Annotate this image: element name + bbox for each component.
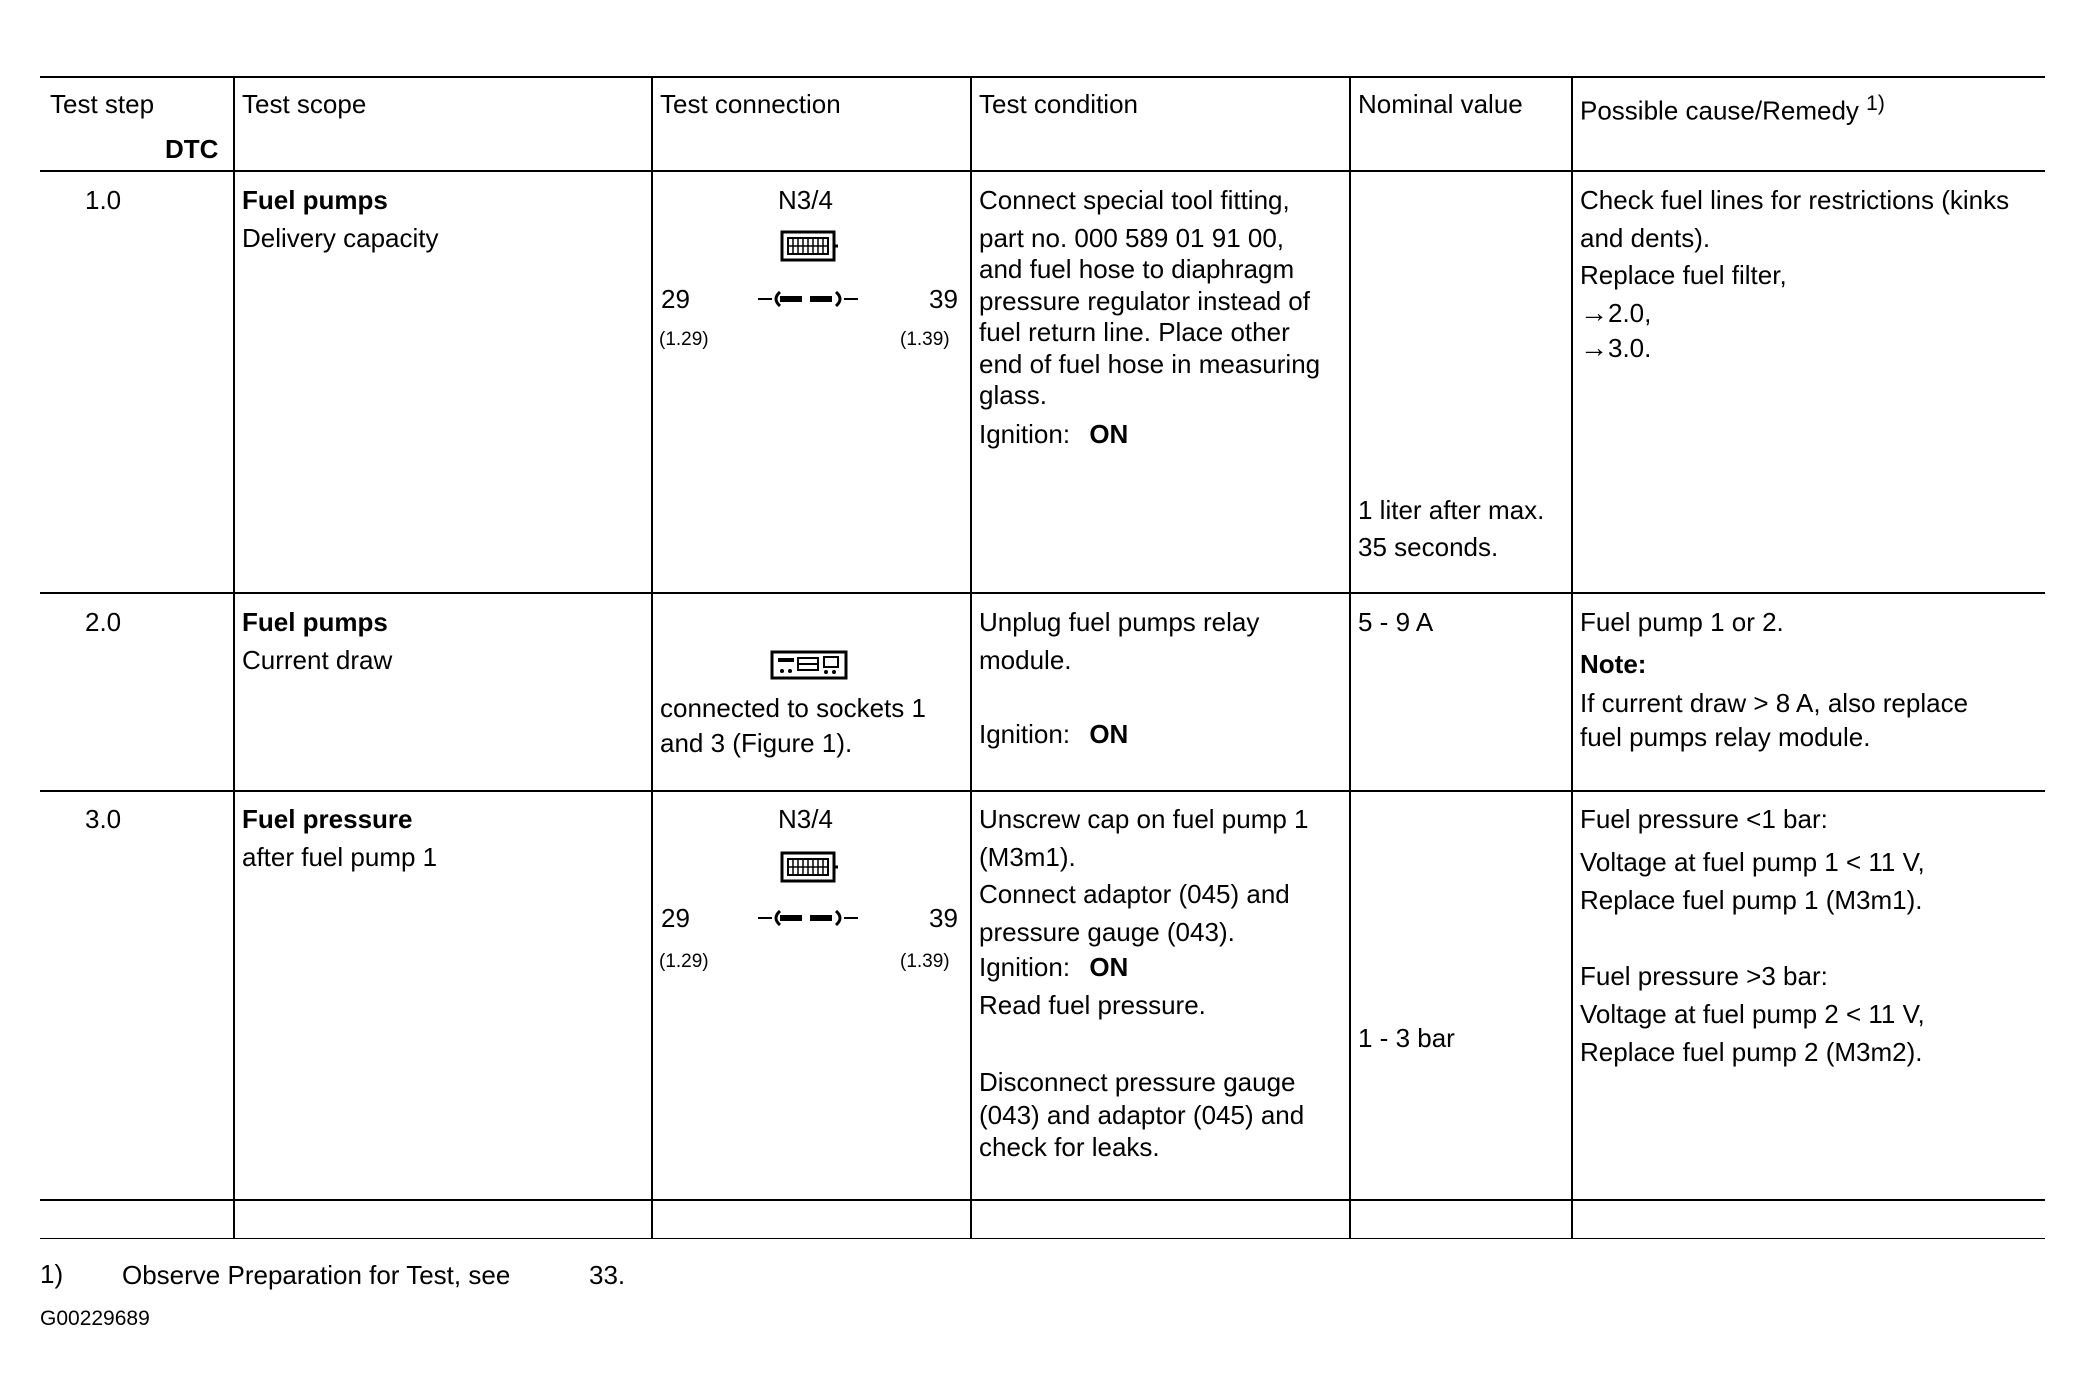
row3-ignition-value: ON: [1089, 952, 1129, 982]
header-bottom-border: [40, 170, 2045, 172]
row3-condition-line1: Unscrew cap on fuel pump 1: [979, 804, 1309, 834]
row2-condition-line2: module.: [979, 645, 1072, 675]
row1-pin-right: 39: [929, 284, 958, 314]
col-divider-3: [970, 76, 972, 1239]
row3-condition-read: Read fuel pressure.: [979, 990, 1206, 1020]
header-test-connection: Test connection: [660, 89, 841, 119]
header-footnote-ref: 1): [1866, 92, 1885, 115]
row2-remedy-note-line1: If current draw > 8 A, also replace: [1580, 688, 1969, 718]
row3-step: 3.0: [85, 804, 122, 834]
footnote-text: Observe Preparation for Test, see: [122, 1260, 511, 1290]
row3-nominal: 1 - 3 bar: [1358, 1023, 1455, 1053]
header-possible-cause-text: Possible cause/Remedy: [1580, 95, 1859, 126]
row3-condition-line7: check for leaks.: [979, 1132, 1160, 1162]
row1-connection-label: N3/4: [778, 185, 833, 215]
right-arrow-icon: →: [1580, 332, 1608, 363]
row1-remedy-line2: and dents).: [1580, 223, 1711, 253]
row1-nominal-line1: 1 liter after max.: [1358, 495, 1545, 525]
row3-remedy-line3: Replace fuel pump 1 (M3m1).: [1580, 885, 1923, 915]
row2-ignition-label: Ignition:: [979, 719, 1071, 749]
row3-ignition-label: Ignition:: [979, 952, 1071, 982]
row3-remedy-line4: Fuel pressure >3 bar:: [1580, 961, 1828, 991]
row2-connection-line2: and 3 (Figure 1).: [660, 728, 853, 758]
row2-note-label: Note:: [1580, 649, 1647, 679]
row1-remedy-arrow-item-2: [1580, 332, 1651, 364]
row1-nominal-line2: 35 seconds.: [1358, 532, 1499, 562]
row2-remedy-note-line2: fuel pumps relay module.: [1580, 722, 1871, 752]
control-module-icon: [780, 851, 838, 885]
row3-connection-label: N3/4: [778, 804, 833, 834]
row3-condition-line6: (043) and adaptor (045) and: [979, 1100, 1305, 1130]
row1-remedy-line3: Replace fuel filter,: [1580, 260, 1787, 290]
row1-ignition: [979, 418, 1128, 450]
col-divider-4: [1349, 76, 1351, 1239]
col-divider-5: [1571, 76, 1573, 1239]
row3-remedy-line6: Replace fuel pump 2 (M3m2).: [1580, 1037, 1923, 1067]
footnote-page-link[interactable]: 33.: [589, 1260, 626, 1290]
row2-nominal: 5 - 9 A: [1358, 607, 1434, 637]
row1-remedy-ref-2: 3.0.: [1608, 333, 1652, 363]
row3-remedy-line5: Voltage at fuel pump 2 < 11 V,: [1580, 999, 1925, 1029]
row3-condition-line2: (M3m1).: [979, 842, 1076, 872]
row3-remedy-line1: Fuel pressure <1 bar:: [1580, 804, 1828, 834]
row3-sub-left: (1.29): [659, 951, 709, 972]
row3-condition-line3: Connect adaptor (045) and: [979, 879, 1290, 909]
row2-scope-title: Fuel pumps: [242, 607, 388, 637]
row1-scope-sub: Delivery capacity: [242, 223, 439, 253]
row2-ignition-value: ON: [1089, 719, 1129, 749]
row1-condition-line2: part no. 000 589 01 91 00,: [979, 223, 1285, 253]
row1-scope-title: Fuel pumps: [242, 185, 388, 215]
header-possible-cause: [1580, 88, 1885, 127]
test-cable-icon: [758, 908, 858, 928]
row1-ignition-label: Ignition:: [979, 419, 1071, 449]
row3-scope-sub: after fuel pump 1: [242, 842, 438, 872]
row1-remedy-line1: Check fuel lines for restrictions (kinks: [1580, 185, 2010, 215]
row3-pin-left: 29: [661, 903, 690, 933]
row1-condition-line7: glass.: [979, 380, 1047, 410]
row1-remedy-ref-1: 2.0,: [1608, 298, 1652, 328]
row3-remedy-line2: Voltage at fuel pump 1 < 11 V,: [1580, 847, 1925, 877]
multimeter-icon: [770, 650, 850, 682]
row1-condition-line5: fuel return line. Place other: [979, 317, 1290, 347]
row1-bottom-border: [40, 592, 2045, 594]
row1-condition-line3: and fuel hose to diaphragm: [979, 254, 1295, 284]
row1-remedy-arrow-item-1: [1580, 297, 1651, 329]
row3-sub-right: (1.39): [900, 951, 950, 972]
row1-condition-line1: Connect special tool fitting,: [979, 185, 1290, 215]
row2-ignition: [979, 718, 1128, 750]
footnote-marker: 1): [40, 1259, 64, 1289]
row2-step: 2.0: [85, 607, 122, 637]
row3-pin-right: 39: [929, 903, 958, 933]
image-id: G00229689: [40, 1307, 150, 1330]
row3-condition-line4: pressure gauge (043).: [979, 917, 1235, 947]
header-dtc: DTC: [165, 134, 219, 164]
row1-sub-left: (1.29): [659, 329, 709, 350]
col-divider-2: [651, 76, 653, 1239]
header-test-scope: Test scope: [242, 89, 367, 119]
header-test-condition: Test condition: [979, 89, 1138, 119]
table-bottom-border: [40, 1238, 2045, 1239]
row3-bottom-border: [40, 1199, 2045, 1201]
row3-scope-title: Fuel pressure: [242, 804, 413, 834]
test-cable-icon: [758, 289, 858, 309]
row2-bottom-border: [40, 790, 2045, 792]
col-divider-1: [233, 76, 235, 1239]
row2-scope-sub: Current draw: [242, 645, 393, 675]
control-module-icon: [780, 230, 838, 264]
header-test-step: Test step: [50, 89, 155, 119]
row1-pin-left: 29: [661, 284, 690, 314]
table-top-border: [40, 76, 2045, 78]
row1-condition-line4: pressure regulator instead of: [979, 286, 1310, 316]
row1-sub-right: (1.39): [900, 329, 950, 350]
row2-remedy-first: Fuel pump 1 or 2.: [1580, 607, 1784, 637]
row3-condition-line5: Disconnect pressure gauge: [979, 1067, 1296, 1097]
row3-ignition: [979, 951, 1128, 983]
row2-connection-line1: connected to sockets 1: [660, 693, 926, 723]
row1-ignition-value: ON: [1089, 419, 1129, 449]
row2-condition-line1: Unplug fuel pumps relay: [979, 607, 1260, 637]
row1-step: 1.0: [85, 185, 122, 215]
row1-condition-line6: end of fuel hose in measuring: [979, 349, 1321, 379]
header-nominal-value: Nominal value: [1358, 89, 1523, 119]
right-arrow-icon: →: [1580, 297, 1608, 328]
